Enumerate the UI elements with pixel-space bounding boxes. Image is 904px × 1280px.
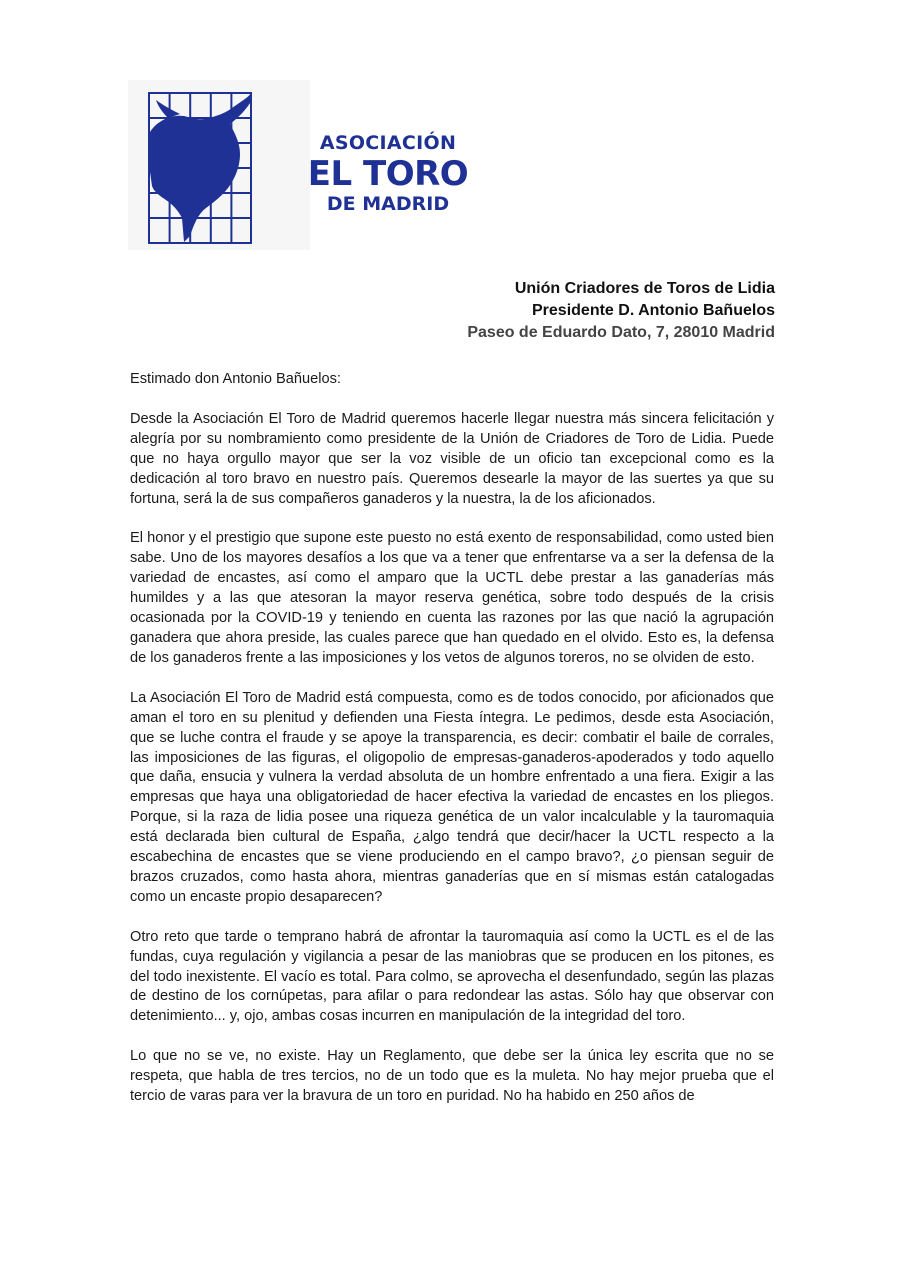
paragraph: El honor y el prestigio que supone este puesto no está exento de responsabilidad, como usted bien sabe. Uno de los mayores desafíos a los que va a tener que enfrentarse va a ser la defensa de la variedad de encastes, así como el amparo que la UCTL debe prestar a las ganaderías más humildes y a las que atesoran la mayor reserva genética, sobre todo después de la crisis ocasionada por la COVID-19 y teniendo en cuenta las razones por las que nació la agrupación ganadera que ahora preside, las cuales parece que han quedado en el olvido. Esto es, la defensa de los ganaderos frente a las imposiciones y los vetos de algunos toreros, no se olviden de esto.	[130, 530, 774, 666]
bull-grid-icon	[148, 92, 252, 244]
paragraph: Desde la Asociación El Toro de Madrid queremos hacerle llegar nuestra más sincera felicitación y alegría por su nombramiento como presidente de la Unión de Criadores de Toro de Lidia. Puede que no haya orgullo mayor que ser la voz visible de un oficio tan excepcional como es la dedicación al toro bravo en nuestro país. Queremos desearle la mayor de las suertes ya que su fortuna, será la de sus compañeros ganaderos y la nuestra, la de los aficionados.	[130, 410, 774, 507]
paragraph: La Asociación El Toro de Madrid está compuesta, como es de todos conocido, por aficionados que aman el toro en su plenitud y defienden una Fiesta íntegra. Le pedimos, desde esta Asociación, que se luche contra el fraude y se apoye la transparencia, es decir: combatir el baile de corrales, las imposiciones de las figuras, el oligopolio de empresas-ganaderos-apoderados y todo aquello que daña, ensucia y vulnera la verdad absoluta de un hombre enfrentado a una fiera. Exigir a las empresas que haya una obligatoriedad de hacer efectiva la variedad de encastes en los pliegos. Porque, si la raza de lidia posee una riqueza genética de un valor incalculable y la tauromaquia está declarada bien cultural de España, ¿algo tendrá que decir/hacer la UCTL respecto a la escabechina de encastes que se viene produciendo en el campo bravo?, ¿o piensan seguir de brazos cruzados, como hasta ahora, mientras ganaderías que en sí mismas están catalogadas como un encaste propio desaparecen?	[130, 689, 774, 905]
paragraph: Lo que no se ve, no existe. Hay un Reglamento, que debe ser la única ley escrita que no se respeta, que habla de tres tercios, no de un todo que es la muleta. No hay mejor prueba que el tercio de varas para ver la bravura de un toro en puridad. No ha habido en 250 años de	[130, 1048, 774, 1105]
paragraph: Otro reto que tarde o temprano habrá de afrontar la tauromaquia así como la UCTL es el de las fundas, cuya regulación y vigilancia a pesar de las maniobras que se producen en los pitones, es del todo inexistente. El vacío es total. Para colmo, se aprovecha el desenfundado, según las plazas de destino de los cornúpetas, para afilar o para redondear las astas. Sólo hay que observar con detenimiento... y, ojo, ambas cosas incurren en manipulación de la integridad del toro.	[130, 928, 774, 1025]
recipient-name: Presidente D. Antonio Bañuelos	[532, 302, 775, 319]
logo-line-1: ASOCIACIÓN	[319, 132, 457, 154]
logo-line-2: EL TORO	[307, 154, 469, 194]
recipient-block	[467, 278, 775, 344]
association-logo	[128, 80, 310, 250]
salutation: Estimado don Antonio Bañuelos:	[130, 371, 341, 387]
recipient-address: Paseo de Eduardo Dato, 7, 28010 Madrid	[467, 324, 775, 341]
association-name	[302, 134, 474, 214]
letter-body	[130, 370, 774, 1127]
recipient-organization: Unión Criadores de Toros de Lidia	[514, 280, 775, 297]
logo-line-3: DE MADRID	[326, 193, 450, 215]
